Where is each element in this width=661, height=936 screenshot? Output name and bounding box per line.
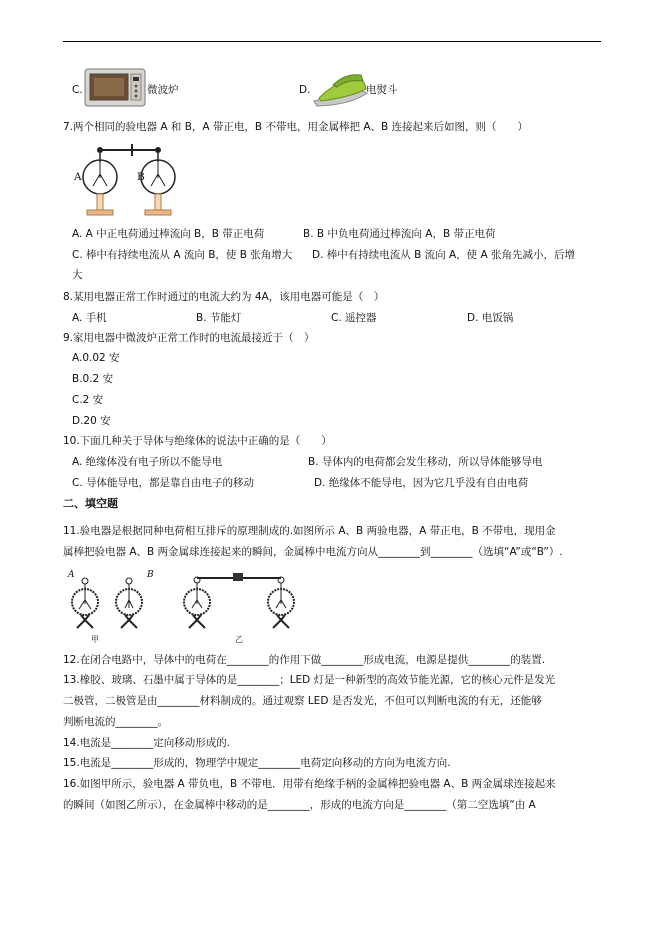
microwave-image bbox=[84, 68, 146, 108]
q6-option-d-label: D. bbox=[299, 84, 311, 96]
q11-electroscope-figure bbox=[65, 568, 305, 643]
q7-option-c: C. 棒中有持续电流从 A 流向 B，使 B 张角增大 bbox=[72, 249, 293, 261]
q13-line-3: 判断电流的________。 bbox=[63, 716, 168, 728]
q8-option-d: D. 电饭锅 bbox=[467, 312, 514, 324]
header-rule bbox=[63, 41, 601, 42]
q11-figure-caption-yi: 乙 bbox=[235, 635, 243, 644]
q13-line-1: 13.橡胶、玻璃、石墨中属于导体的是________；LED 灯是一种新型的高效节能光源，它的核心元件是发光 bbox=[63, 674, 556, 686]
q11-line-2: 属棒把验电器 A、B 两金属球连接起来的瞬间，金属棒中电流方向从________到________（选填“A”或“B”）. bbox=[63, 546, 563, 558]
q7-option-a: A. A 中正电荷通过棒流向 B，B 带正电荷 bbox=[72, 228, 265, 240]
q16-line-1: 16.如图甲所示，验电器 A 带负电，B 不带电．用带有绝缘手柄的金属棒把验电器 A、B 两金属球连接起来 bbox=[63, 778, 556, 790]
q14-line-1: 14.电流是________定向移动形成的. bbox=[63, 737, 231, 749]
q10-option-a: A. 绝缘体没有电子所以不能导电 bbox=[72, 456, 223, 468]
q6-option-c-label: C. bbox=[72, 84, 83, 96]
q7-option-d-cont: 大 bbox=[72, 269, 83, 281]
q15-line-1: 15.电流是________形成的，物理学中规定________电荷定向移动的方向为电流方向. bbox=[63, 757, 451, 769]
q9-option-d: D.20 安 bbox=[72, 415, 111, 427]
q12-line-1: 12.在闭合电路中，导体中的电荷在________的作用下做________形成电流，电源是提供________的装置. bbox=[63, 654, 546, 666]
q10-option-b: B. 导体内的电荷都会发生移动，所以导体能够导电 bbox=[308, 456, 543, 468]
q9-option-c: C.2 安 bbox=[72, 394, 104, 406]
q6-option-d-text: 电熨斗 bbox=[366, 84, 398, 96]
q16-line-2: 的瞬间（如图乙所示），在金属棒中移动的是________，形成的电流方向是________（第二空选填“由 A bbox=[63, 799, 536, 811]
q11-figure-label-b: B bbox=[147, 570, 154, 580]
q9-option-b: B.0.2 安 bbox=[72, 373, 114, 385]
q10-stem: 10.下面几种关于导体与绝缘体的说法中正确的是（ ） bbox=[63, 435, 332, 447]
q8-option-a: A. 手机 bbox=[72, 312, 107, 324]
q7-stem: 7.两个相同的验电器 A 和 B，A 带正电，B 不带电，用金属棒把 A、B 连接起来后如图，则（ ） bbox=[63, 121, 529, 133]
electric-iron-image bbox=[311, 67, 371, 107]
q6-option-c-text: 微波炉 bbox=[147, 84, 179, 96]
section-title: 二、填空题 bbox=[63, 497, 118, 510]
q10-option-d: D. 绝缘体不能导电，因为它几乎没有自由电荷 bbox=[314, 477, 529, 489]
q11-figure-caption-jia: 甲 bbox=[91, 635, 99, 644]
q7-figure-label-b: B bbox=[137, 171, 145, 183]
q7-figure-label-a: A bbox=[74, 171, 82, 183]
q10-option-c: C. 导体能导电，都是靠自由电子的移动 bbox=[72, 477, 255, 489]
q9-option-a: A.0.02 安 bbox=[72, 352, 120, 364]
q7-electroscope-figure bbox=[70, 140, 190, 222]
q8-option-b: B. 节能灯 bbox=[196, 312, 242, 324]
q11-line-1: 11.验电器是根据同种电荷相互排斥的原理制成的.如图所示 A、B 两验电器，A 带正电，B 不带电，现用金 bbox=[63, 525, 556, 537]
q8-option-c: C. 遥控器 bbox=[331, 312, 377, 324]
q7-option-d: D. 棒中有持续电流从 B 流向 A，使 A 张角先减小，后增 bbox=[312, 249, 576, 261]
q9-stem: 9.家用电器中微波炉正常工作时的电流最接近于（ ） bbox=[63, 332, 315, 344]
q11-figure-label-a: A bbox=[68, 570, 75, 580]
q8-stem: 8.某用电器正常工作时通过的电流大约为 4A，该用电器可能是（ ） bbox=[63, 291, 385, 303]
q13-line-2: 二极管，二极管是由________材料制成的。通过观察 LED 是否发光，不但可以判断电流的有无，还能够 bbox=[63, 695, 542, 707]
q7-option-b: B. B 中负电荷通过棒流向 A，B 带正电荷 bbox=[303, 228, 496, 240]
